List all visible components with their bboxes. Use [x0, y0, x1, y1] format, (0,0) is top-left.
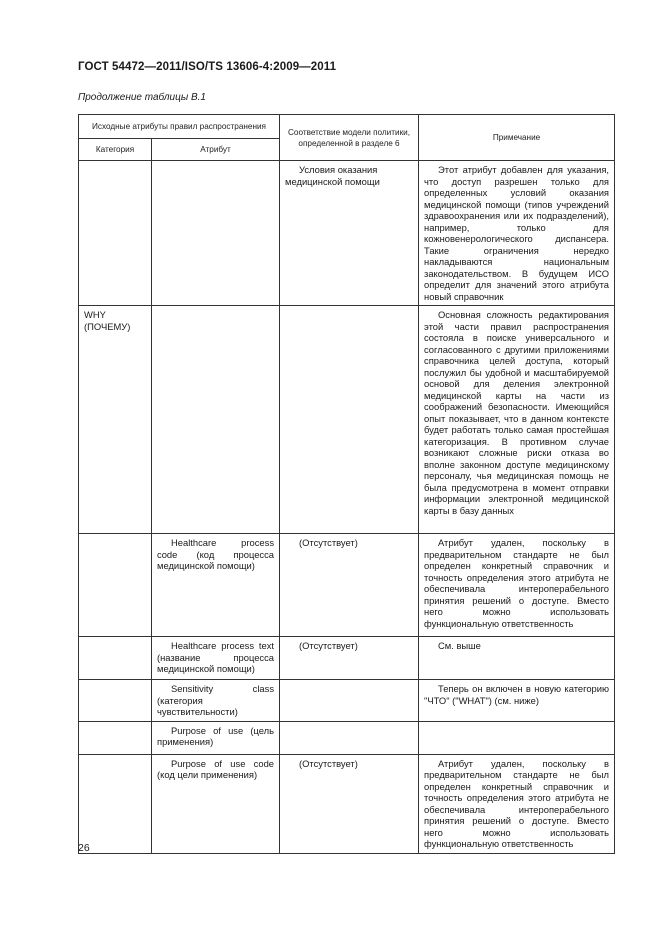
cell-note — [419, 721, 615, 754]
cell-attribute: Purpose of use code (код цели применения) — [152, 754, 280, 853]
cell-attribute: Healthcare process code (код процесса медицинской помощи) — [152, 534, 280, 637]
cell-category — [79, 637, 152, 680]
table-row — [79, 721, 615, 754]
cell-note: Атрибут удален, поскольку в предварительном стандарте не был определен конкретный справочник и точность определения этого атрибута не обеспечивала интероперабельного принятия решений о доступе. Вместо него можно использовать функциональную ответственность — [419, 534, 615, 637]
cell-policy — [280, 721, 419, 754]
cell-attribute: Purpose of use (цель применения) — [152, 721, 280, 754]
header-group-source-attributes: Исходные атрибуты правил распространения — [79, 115, 280, 139]
header-note: Примечание — [419, 115, 615, 161]
table-row — [79, 637, 615, 680]
cell-attribute: Sensitivity class (категория чувствительности) — [152, 680, 280, 722]
cell-note: Основная сложность редактирования этой части правил распространения состояла в поиске универсального и согласованного с другими приложениями справочника целей доступа, который послужил бы удобной и масштабируемой основой для деления электронной медицинской карты на части из соображений безопасности. Имеющийся опыт показывает, что в данном контексте будет работать только самая простейшая категоризация. В противном случае возникают сложные риски отказа во вполне законном доступе медицинскому персоналу, чья медицинская помощь не была предусмотрена в момент отправки информации электронной медицинской карты в базу данных — [419, 306, 615, 534]
cell-policy: (Отсутствует) — [280, 754, 419, 853]
table-caption: Продолжение таблицы В.1 — [78, 92, 206, 103]
cell-category: WHY (ПОЧЕМУ) — [79, 306, 152, 534]
cell-policy: (Отсутствует) — [280, 637, 419, 680]
cell-policy — [280, 306, 419, 534]
header-attribute: Атрибут — [152, 139, 280, 161]
cell-category — [79, 534, 152, 637]
table-row — [79, 534, 615, 637]
cell-category — [79, 754, 152, 853]
cell-note: Теперь он включен в новую категорию "ЧТО" ("WHAT") (см. ниже) — [419, 680, 615, 722]
header-category: Категория — [79, 139, 152, 161]
cell-policy: Условия оказания медицинской помощи — [280, 161, 419, 306]
cell-attribute: Healthcare process text (название процесса медицинской помощи) — [152, 637, 280, 680]
table-row — [79, 680, 615, 722]
cell-category — [79, 161, 152, 306]
cell-policy: (Отсутствует) — [280, 534, 419, 637]
table-row — [79, 754, 615, 853]
cell-policy — [280, 680, 419, 722]
document-header: ГОСТ 54472—2011/ISO/TS 13606-4:2009—2011 — [78, 61, 337, 73]
cell-attribute — [152, 306, 280, 534]
attributes-table — [78, 114, 615, 854]
cell-note: Этот атрибут добавлен для указания, что доступ разрешен только для определенных условий оказания медицинской помощи (типов учреждений здравоохранения или их подразделений), например, только для кожновенерологического диспансера. Такие ограничения нередко накладываются национальным законодательством. В будущем ИСО определит для значений этого атрибута новый справочник — [419, 161, 615, 306]
page-number: 26 — [78, 842, 90, 854]
cell-category — [79, 680, 152, 722]
table-row — [79, 306, 615, 534]
table-row — [79, 161, 615, 306]
cell-note: Атрибут удален, поскольку в предварительном стандарте не был определен конкретный справочник и точность определения этого атрибута не обеспечивала интероперабельного принятия решений о доступе. Вместо него можно использовать функциональную ответственность — [419, 754, 615, 853]
cell-category — [79, 721, 152, 754]
cell-attribute — [152, 161, 280, 306]
header-policy-correspondence: Соответствие модели политики, определенной в разделе 6 — [280, 115, 419, 161]
cell-note: См. выше — [419, 637, 615, 680]
